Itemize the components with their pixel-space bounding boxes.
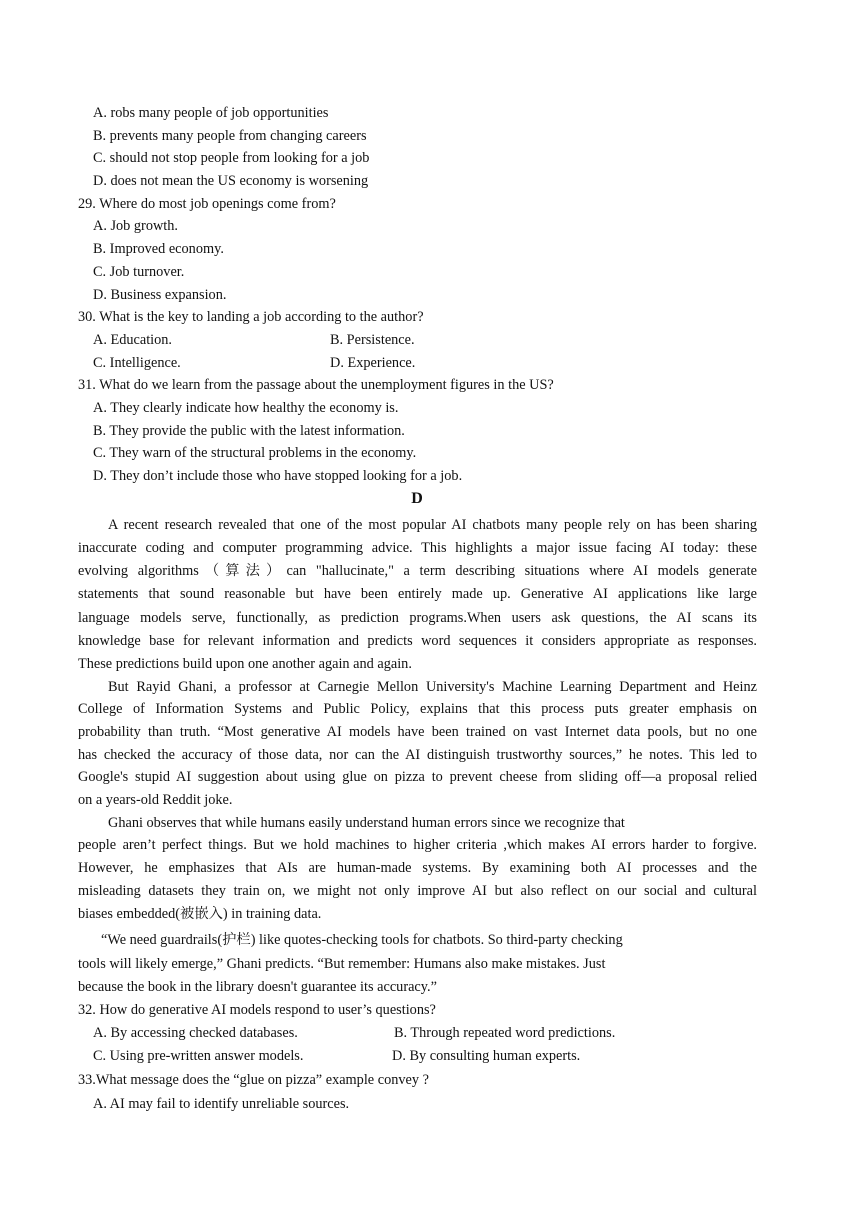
q32-option-c: C. Using pre-written answer models. xyxy=(93,1048,304,1064)
passage-p2-line: has checked the accuracy of those data, nor can the AI distinguish trustworthy sources,” he notes. This led to xyxy=(78,747,757,763)
passage-p3-line: Ghani observes that while humans easily understand human errors since we recognize that xyxy=(108,815,625,831)
q30-question: 30. What is the key to landing a job according to the author? xyxy=(78,309,424,325)
passage-p1-line: inaccurate coding and computer programming advice. This highlights a major issue facing AI today: these xyxy=(78,540,757,556)
passage-p4-line: because the book in the library doesn't guarantee its accuracy.” xyxy=(78,979,437,995)
passage-p1-line: statements that sound reasonable but have been entirely made up. Generative AI applications like large xyxy=(78,586,757,602)
q28-option-b: B. prevents many people from changing careers xyxy=(93,128,367,144)
q32-question: 32. How do generative AI models respond to user’s questions? xyxy=(78,1002,436,1018)
q28-option-d: D. does not mean the US economy is worsening xyxy=(93,173,369,189)
passage-p2-line: College of Information Systems and Public Policy, explains that this process puts greater emphasis on xyxy=(78,701,757,717)
q29-option-b: B. Improved economy. xyxy=(93,241,224,257)
passage-p3-line: people aren’t perfect things. But we hold machines to higher criteria ,which makes AI errors harder to forgive. xyxy=(78,837,757,853)
q30-option-d: D. Experience. xyxy=(330,355,416,371)
q28-option-a: A. robs many people of job opportunities xyxy=(93,105,329,121)
q32-option-b: B. Through repeated word predictions. xyxy=(394,1025,616,1041)
passage-p1-line: knowledge base for relevant information and predicts word sequences it considers appropriate as responses. xyxy=(78,633,757,649)
q31-option-d: D. They don’t include those who have stopped looking for a job. xyxy=(93,468,463,484)
q28-option-c: C. should not stop people from looking for a job xyxy=(93,150,370,166)
q30-option-c: C. Intelligence. xyxy=(93,355,181,371)
passage-p1-line: A recent research revealed that one of the most popular AI chatbots many people rely on has been sharing xyxy=(108,517,757,533)
q33-question: 33.What message does the “glue on pizza” example convey ? xyxy=(78,1072,429,1088)
passage-p2-line: Google's stupid AI suggestion about using glue on pizza to prevent cheese from sliding off—a proposal relied xyxy=(78,769,757,785)
q29-option-c: C. Job turnover. xyxy=(93,264,185,280)
q31-option-a: A. They clearly indicate how healthy the economy is. xyxy=(93,400,399,416)
passage-p2-line: But Rayid Ghani, a professor at Carnegie Mellon University's Machine Learning Department and Heinz xyxy=(108,679,757,695)
passage-p1-line: evolving algorithms（算法）can "hallucinate," a term describing situations where AI models generate xyxy=(78,563,757,579)
passage-p2-line: on a years-old Reddit joke. xyxy=(78,792,233,808)
q29-option-d: D. Business expansion. xyxy=(93,287,227,303)
q29-question: 29. Where do most job openings come from? xyxy=(78,196,336,212)
q30-option-a: A. Education. xyxy=(93,332,173,348)
passage-p4-line: “We need guardrails(护栏) like quotes-checking tools for chatbots. So third-party checking xyxy=(101,932,623,948)
passage-p3-line: biases embedded(被嵌入) in training data. xyxy=(78,906,322,922)
section-heading-d: D xyxy=(411,490,423,507)
q32-option-d: D. By consulting human experts. xyxy=(392,1048,581,1064)
q29-option-a: A. Job growth. xyxy=(93,218,178,234)
passage-p4-line: tools will likely emerge,” Ghani predicts. “But remember: Humans also make mistakes. Just xyxy=(78,956,606,972)
q33-option-a: A. AI may fail to identify unreliable sources. xyxy=(93,1096,350,1112)
q31-question: 31. What do we learn from the passage about the unemployment figures in the US? xyxy=(78,377,554,393)
q32-option-a: A. By accessing checked databases. xyxy=(93,1025,298,1041)
q31-option-b: B. They provide the public with the latest information. xyxy=(93,423,405,439)
q30-option-b: B. Persistence. xyxy=(330,332,415,348)
q31-option-c: C. They warn of the structural problems in the economy. xyxy=(93,445,417,461)
passage-p1-line: These predictions build upon one another again and again. xyxy=(78,656,412,672)
passage-p3-line: misleading datasets they train on, we might not only improve AI but also reflect on our social and cultural xyxy=(78,883,757,899)
passage-p3-line: However, he emphasizes that AIs are human-made systems. By examining both AI processes and the xyxy=(78,860,757,876)
passage-p2-line: probability than truth. “Most generative AI models have been trained on vast Internet data pools, but no one xyxy=(78,724,757,740)
passage-p1-line: language models serve, functionally, as prediction programs.When users ask questions, the AI scans its xyxy=(78,610,757,626)
